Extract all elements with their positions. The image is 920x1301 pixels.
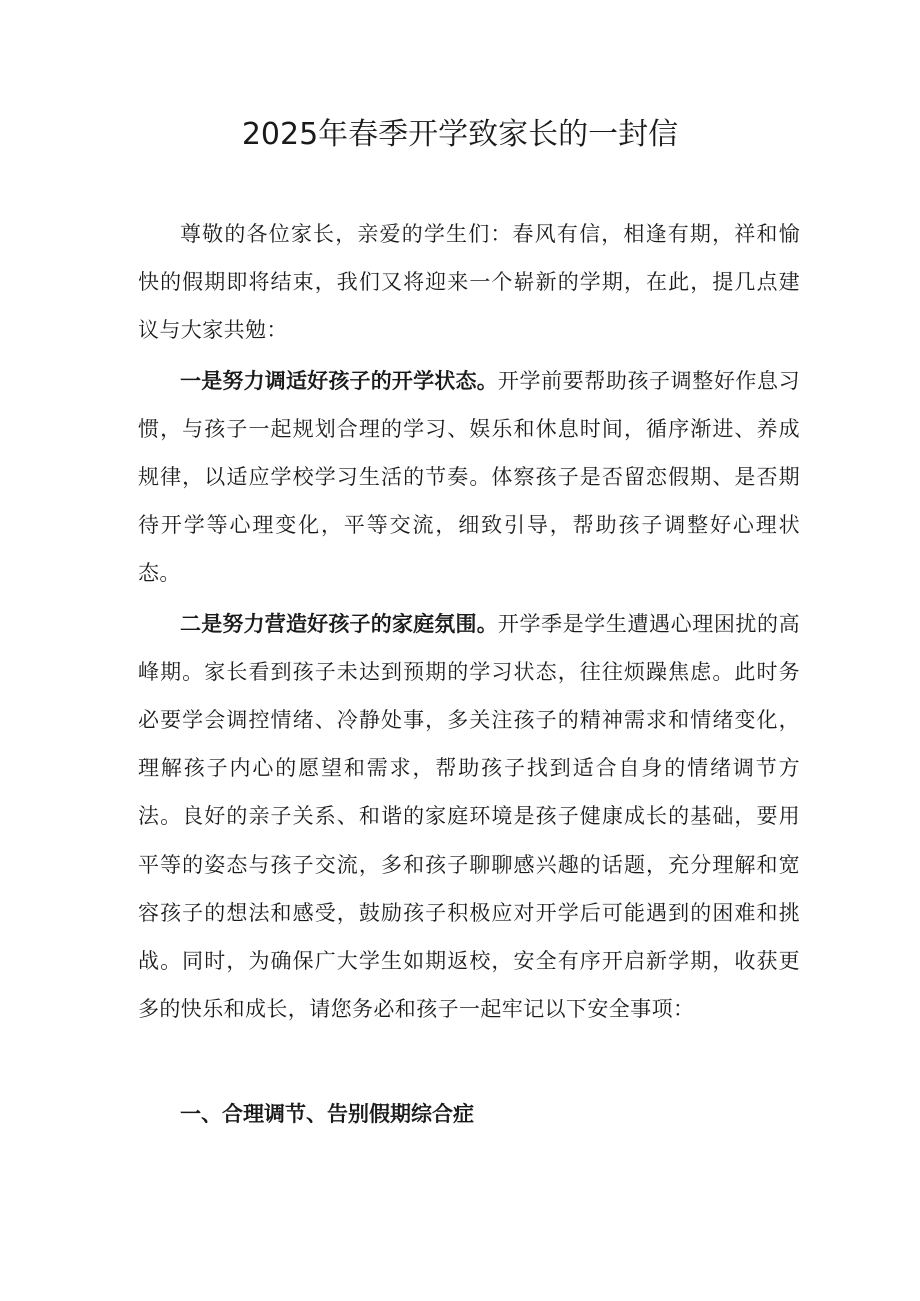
intro-paragraph: 尊敬的各位家长，亲爱的学生们：春风有信，相逢有期，祥和愉快的假期即将结束，我们又将迎来一个崭新的学期，在此，提几点建议与大家共勉： [138, 222, 800, 343]
letter-title: 2025年春季开学致家长的一封信 [241, 117, 679, 152]
point-2-text: 开学季是学生遭遇心理困扰的高峰期。家长看到孩子未达到预期的学习状态，往往烦躁焦虑。此时务必要学会调控情绪、冷静处事，多关注孩子的精神需求和情绪变化，理解孩子内心的愿望和需求，帮助孩子找到适合自身的情绪调节方法。良好的亲子关系、和谐的家庭环境是孩子健康成长的基础，要用平等的姿态与孩子交流，多和孩子聊聊感兴趣的话题，充分理解和宽容孩子的想法和感受，鼓励孩子积极应对开学后可能遇到的困难和挑战。同时，为确保广大学生如期返校，安全有序开启新学期，收获更多的快乐和成长，请您务必和孩子一起牢记以下安全事项： [138, 611, 800, 1022]
letter-body [138, 210, 800, 1033]
point-1-text: 开学前要帮助孩子调整好作息习惯，与孩子一起规划合理的学习、娱乐和休息时间，循序渐进、养成规律，以适应学校学习生活的节奏。体察孩子是否留恋假期、是否期待开学等心理变化，平等交流，细致引导，帮助孩子调整好心理状态。 [138, 368, 800, 586]
point-2-paragraph [138, 600, 800, 1034]
point-1-paragraph [138, 357, 800, 598]
point-2-lead: 二是努力营造好孩子的家庭氛围。 [180, 611, 498, 636]
point-1-lead: 一是努力调适好孩子的开学状态。 [180, 368, 498, 393]
section-1-heading: 一、合理调节、告别假期综合症 [180, 1102, 474, 1126]
